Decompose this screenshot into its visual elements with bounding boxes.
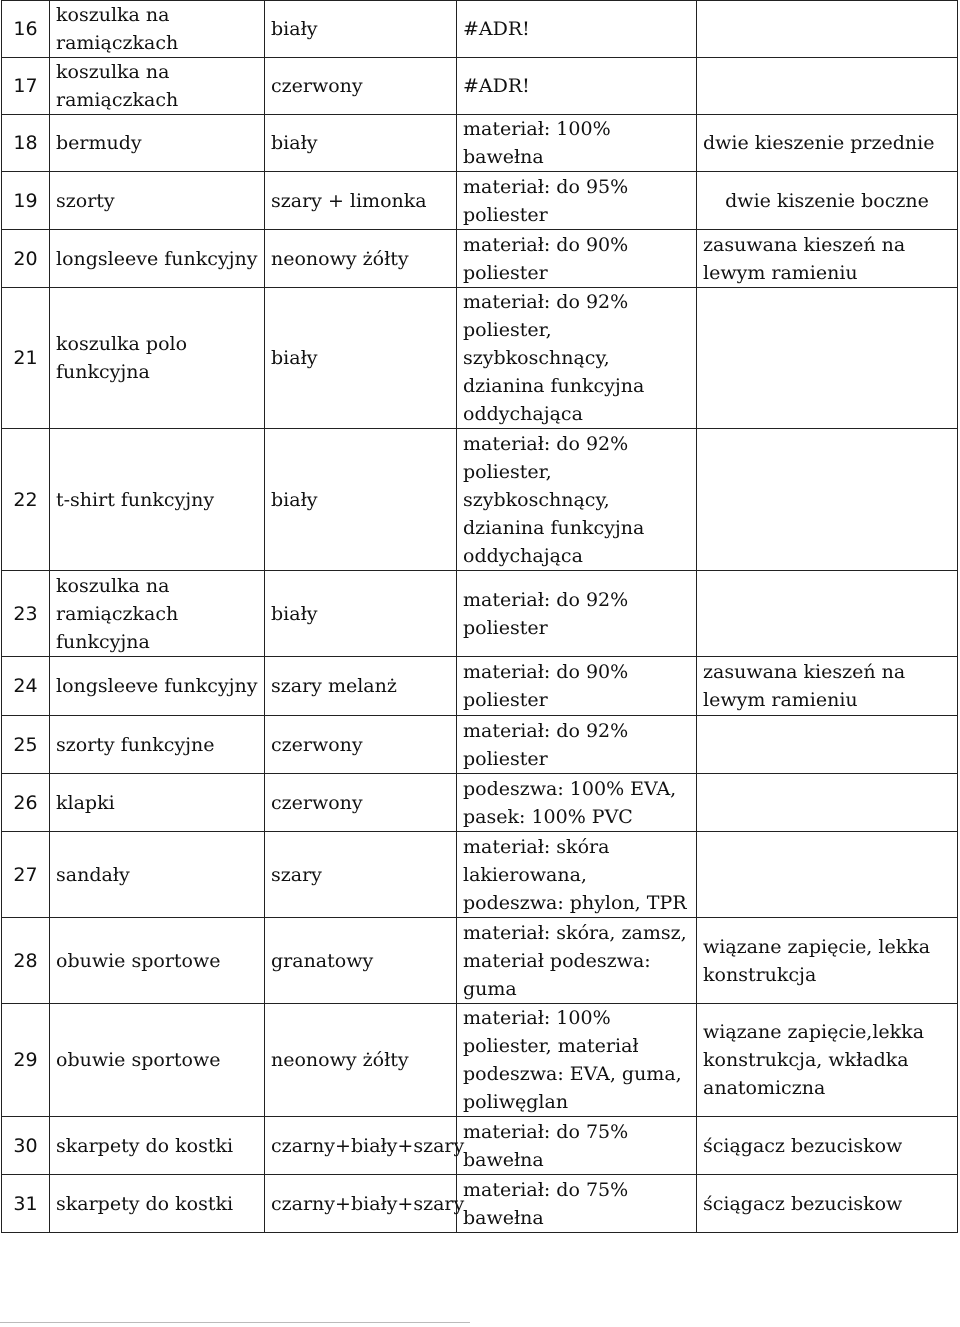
table-row: [2, 429, 958, 571]
product-features: ściągacz bezuciskow: [697, 1117, 958, 1175]
product-features: [697, 1, 958, 58]
row-number: 30: [2, 1117, 50, 1175]
product-name: klapki: [50, 774, 265, 832]
table-row: [2, 571, 958, 657]
row-number: 19: [2, 172, 50, 230]
product-features: ściągacz bezuciskow: [697, 1175, 958, 1233]
product-color: neonowy żółty: [265, 1004, 457, 1117]
product-features: dwie kiszenie boczne: [697, 172, 958, 230]
row-number: 26: [2, 774, 50, 832]
product-features: zasuwana kieszeń na lewym ramieniu: [697, 657, 958, 716]
product-color: biały: [265, 571, 457, 657]
product-name: longsleeve funkcyjny: [50, 657, 265, 716]
product-color: czarny+biały+szary: [265, 1175, 457, 1233]
table-row: [2, 716, 958, 774]
product-material: materiał: do 92% poliester, szybkoschnący, dzianina funkcyjna oddychająca: [457, 288, 697, 429]
product-name: bermudy: [50, 115, 265, 172]
product-color: szary: [265, 832, 457, 918]
product-name: szorty: [50, 172, 265, 230]
product-name: obuwie sportowe: [50, 918, 265, 1004]
product-features: [697, 429, 958, 571]
product-name: koszulka na ramiączkach: [50, 58, 265, 115]
footnote-separator: [0, 1322, 470, 1323]
row-number: 24: [2, 657, 50, 716]
product-name: t-shirt funkcyjny: [50, 429, 265, 571]
table-row: [2, 657, 958, 716]
row-number: 20: [2, 230, 50, 288]
product-color: biały: [265, 288, 457, 429]
product-material: podeszwa: 100% EVA, pasek: 100% PVC: [457, 774, 697, 832]
product-features: wiązane zapięcie, lekka konstrukcja: [697, 918, 958, 1004]
product-material: materiał: skóra, zamsz, materiał podeszwa: guma: [457, 918, 697, 1004]
table-row: [2, 58, 958, 115]
row-number: 17: [2, 58, 50, 115]
product-spec-table: [1, 0, 958, 1233]
product-name: sandały: [50, 832, 265, 918]
product-material: materiał: do 92% poliester, szybkoschnący, dzianina funkcyjna oddychająca: [457, 429, 697, 571]
product-features: dwie kieszenie przednie: [697, 115, 958, 172]
row-number: 22: [2, 429, 50, 571]
product-material: materiał: do 75% bawełna: [457, 1117, 697, 1175]
product-features: [697, 774, 958, 832]
product-color: szary + limonka: [265, 172, 457, 230]
product-features: [697, 716, 958, 774]
product-color: szary melanż: [265, 657, 457, 716]
product-features: [697, 58, 958, 115]
product-name: obuwie sportowe: [50, 1004, 265, 1117]
product-material: materiał: do 90% poliester: [457, 657, 697, 716]
table-row: [2, 172, 958, 230]
row-number: 21: [2, 288, 50, 429]
table-row: [2, 832, 958, 918]
product-material: materiał: do 95% poliester: [457, 172, 697, 230]
product-material: #ADR!: [457, 58, 697, 115]
row-number: 25: [2, 716, 50, 774]
product-material: materiał: 100% bawełna: [457, 115, 697, 172]
product-name: longsleeve funkcyjny: [50, 230, 265, 288]
row-number: 31: [2, 1175, 50, 1233]
product-color: czerwony: [265, 716, 457, 774]
row-number: 29: [2, 1004, 50, 1117]
product-features: [697, 571, 958, 657]
product-name: koszulka na ramiączkach: [50, 1, 265, 58]
row-number: 18: [2, 115, 50, 172]
product-material: materiał: do 90% poliester: [457, 230, 697, 288]
product-color: czerwony: [265, 58, 457, 115]
table-row: [2, 774, 958, 832]
product-features: wiązane zapięcie,lekka konstrukcja, wkładka anatomiczna: [697, 1004, 958, 1117]
table-row: [2, 1175, 958, 1233]
table-row: [2, 1004, 958, 1117]
product-color: czerwony: [265, 774, 457, 832]
product-name: skarpety do kostki: [50, 1117, 265, 1175]
product-name: skarpety do kostki: [50, 1175, 265, 1233]
table-row: [2, 115, 958, 172]
product-material: #ADR!: [457, 1, 697, 58]
product-material: materiał: 100% poliester, materiał podeszwa: EVA, guma, poliwęglan: [457, 1004, 697, 1117]
table-row: [2, 1, 958, 58]
product-material: materiał: do 75% bawełna: [457, 1175, 697, 1233]
product-features: [697, 288, 958, 429]
product-color: neonowy żółty: [265, 230, 457, 288]
row-number: 16: [2, 1, 50, 58]
table-row: [2, 288, 958, 429]
row-number: 23: [2, 571, 50, 657]
product-material: materiał: do 92% poliester: [457, 716, 697, 774]
product-features: zasuwana kieszeń na lewym ramieniu: [697, 230, 958, 288]
row-number: 28: [2, 918, 50, 1004]
product-color: biały: [265, 429, 457, 571]
row-number: 27: [2, 832, 50, 918]
product-features: [697, 832, 958, 918]
product-name: szorty funkcyjne: [50, 716, 265, 774]
product-name: koszulka na ramiączkach funkcyjna: [50, 571, 265, 657]
table-row: [2, 1117, 958, 1175]
product-name: koszulka polo funkcyjna: [50, 288, 265, 429]
table-row: [2, 918, 958, 1004]
product-color: czarny+biały+szary: [265, 1117, 457, 1175]
product-material: materiał: do 92% poliester: [457, 571, 697, 657]
product-color: granatowy: [265, 918, 457, 1004]
product-color: biały: [265, 1, 457, 58]
product-material: materiał: skóra lakierowana, podeszwa: phylon, TPR: [457, 832, 697, 918]
product-color: biały: [265, 115, 457, 172]
table-row: [2, 230, 958, 288]
